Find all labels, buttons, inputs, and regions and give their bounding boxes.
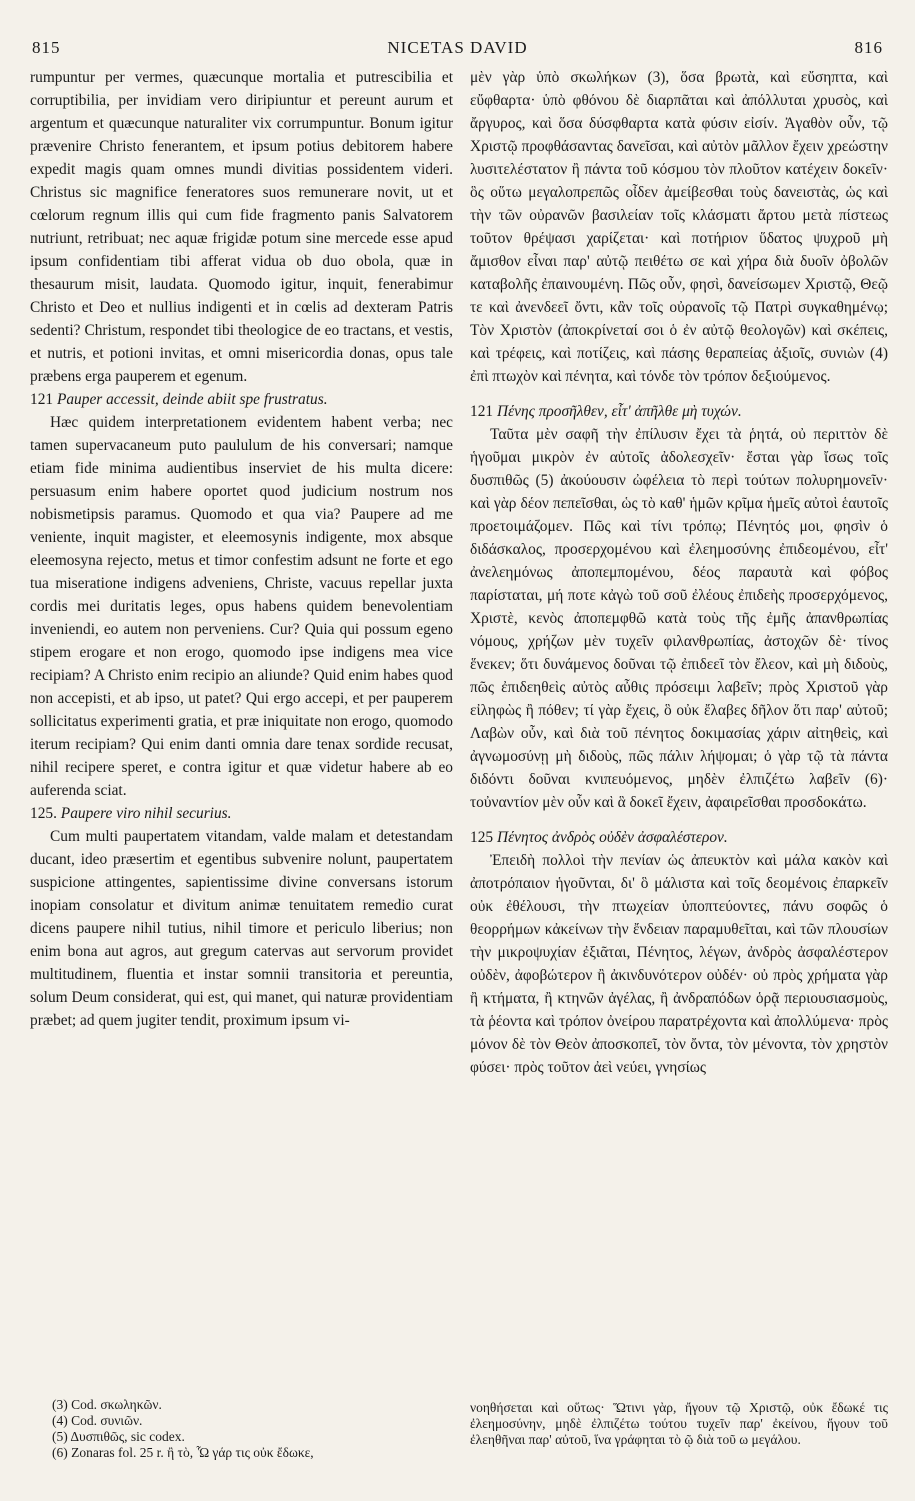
footnotes-left <box>52 1397 452 1461</box>
footnote-continued-right: νοηθήσεται καὶ οὕτως· Ὥτινι γὰρ, ἤγουν τῷ Χριστῷ, οὐκ ἔδωκέ τις ἐλεημοσύνην, μηδὲ ἐλπιζέτω τούτου τυχεῖν παρ' ἐκείνου, ἤγουν τοῦ ἐλεηθῆναι παρ' αὐτοῦ, ἵνα γράφηται τὸ ῷ διὰ τοῦ ω μεγάλου. <box>470 1400 888 1447</box>
page-number-left: 815 <box>32 38 61 57</box>
running-header <box>30 38 885 62</box>
footnote: (5) Δυσπιθῶς, sic codex. <box>52 1429 185 1444</box>
section-title: Pauper accessit, deinde abiit spe frustratus. <box>56 391 328 408</box>
section-number: 121 <box>30 391 54 408</box>
greek-section-heading-121 <box>470 400 888 423</box>
section-title: Paupere viro nihil securius. <box>60 805 232 822</box>
greek-paragraph-125: Ἐπειδὴ πολλοὶ τὴν πενίαν ὡς ἀπευκτὸν καὶ μάλα κακὸν καὶ ἀποτρόπαιον ἡγοῦνται, δι' ὃ μάλιστα καὶ τοῖς δεομένοις ἐπαρκεῖν οὐκ ἐθέλουσι, τὴν πτωχείαν ὑποπτεύοντες, πάνυ σοφῶς ὁ θεορρήμων κἀκείνων τὴν ἔνδειαν παραμυθεῖται, καὶ τῶν πλουσίων τὴν μικροψυχίαν ἐξιᾶται, Πένητος, λέγων, ἀνδρὸς ἀσφαλέστερον οὐδὲν, ἀφοβώτερον ἢ ἀκινδυνότερον οὐδέν· οὐ πρὸς χρήματα γὰρ ἢ κτήματα, ἢ κτηνῶν ἀγέλας, ἢ ἀνδραπόδων ὁρᾷ περιουσιασμοὺς, τὰ ῥέοντα καὶ τρόπον ὀνείρου παρατρέχοντα καὶ ἀπολλύμενα· πρὸς μόνον δὲ τὸν Θεὸν ἀποσκοπεῖ, τὸν ὄντα, τὸν μένοντα, τὸν χρηστὸν φύσει· πρὸς τοῦτον ἀεὶ νεύει, γνησίως <box>470 852 888 1076</box>
section-number: 125. <box>30 805 57 822</box>
footnote: (6) Zonaras fol. 25 r. ἢ τὸ, Ὧ γάρ τις οὐκ ἔδωκε, <box>52 1445 314 1460</box>
latin-section-heading-121 <box>30 388 453 411</box>
latin-paragraph-continued: rumpuntur per vermes, quæcunque mortalia et putrescibilia et corruptibilia, per invidiam vero diripiuntur et pereunt aurum et argentum et quæcunque naturaliter vix corrumpuntur. Bonum igitur prævenire Christo fenerantem, et ipsum potius debitorem habere expedit magis quam omnes mundi divitias possidentem videri. Christus sic magnifice feneratores suos remunerare novit, ut et cœlorum regnum illis qui cum fide fragmento panis Salvatorem nutriunt, retribuat; nec aquæ frigidæ potum sine mercede esse apud ipsum confidentiam tibi afferat vidua ob duo obola, quæ in thesaurum misit, laudata. Quomodo igitur, inquit, fenerabimur Christo et Deo et nullius indigenti et in cœlis ad dexteram Patris sedenti? Christum, respondet tibi theologice de eo tractans, et vestis, et nutris, et potioni invitas, et omni misericordia donas, opus tale præbens erga pauperem et egenum. <box>30 69 453 385</box>
greek-paragraph-121: Ταῦτα μὲν σαφῆ τὴν ἐπίλυσιν ἔχει τὰ ῥητά, οὐ περιττὸν δὲ ἡγοῦμαι μικρὸν ἐν αὐτοῖς ἀδολεσχεῖν· ἔσται γὰρ ἴσως τοῖς δυσπιθῶς (5) ἀκούουσιν ὠφέλεια τὸ περὶ τούτων πολυρημονεῖν· καὶ γὰρ δέον πεπεῖσθαι, ὡς τὸ καθ' ἡμῶν κρῖμα ἡμεῖς αὐτοὶ ἑαυτοῖς προετοιμάζομεν. Πῶς καὶ τίνι τρόπῳ; Πένητός μοι, φησὶν ὁ διδάσκαλος, προσερχομένου καὶ ἐλεημοσύνης ἐπιδεομένου, εἶτ' ἀνελεημόνως ἀποπεμπομένου, δέος παραυτὰ καὶ φόβος παρίσταται, μή ποτε κἀγὼ τοῦ σοῦ ἐλέους ἐπιδεὴς προσερχόμενος, Χριστὲ, κενὸς ἀποπεμφθῶ κατὰ τοὺς τῆς ἐμῆς ἀπανθρωπίας νόμους, χρήζων μὲν τυχεῖν φιλανθρωπίας, ἀστοχῶν δὲ· τίνος ἕνεκεν; ὅτι δυνάμενος δοῦναι τῷ ἐπιδεεῖ τὸν ἔλεον, καὶ μὴ διδοὺς, πῶς ἐπιδεηθεὶς αὐτὸς αὖθις πρόσειμι λαβεῖν; πρὸς Χριστοῦ γὰρ εἰληφὼς ἢ πόθεν; τί γὰρ ἔχεις, ὃ οὐκ ἔλαβες δῆλον ὅτι παρ' αὐτοῦ; Λαβὼν οὖν, καὶ διὰ τοῦ πένητος δοκιμασίας χάριν αἰτηθεὶς, καὶ ἀγνωμοσύνῃ μὴ διδοὺς, πῶς πάλιν λήψομαι; ὁ γὰρ τῷ τὰ πάντα διδόντι δοῦναι κνιπευόμενος, μηδὲν ἐλπιζέτω λαβεῖν (6)· τοὐναντίον μὲν οὖν καὶ ἃ δοκεῖ ἔχειν, ἀφαιρεῖσθαι προσδοκάτω. <box>470 426 888 811</box>
greek-column <box>470 66 888 1079</box>
greek-section-heading-125 <box>470 826 888 849</box>
greek-paragraph-continued: μὲν γὰρ ὑπὸ σκωλήκων (3), ὅσα βρωτὰ, καὶ εὔσηπτα, καὶ εὔφθαρτα· ὑπὸ φθόνου δὲ διαρπᾶται καὶ ἀπόλλυται χρυσὸς, καὶ ἄργυρος, καὶ ὅσα δύσφθαρτα κατὰ φύσιν εἰσίν. Ἀγαθὸν οὖν, τῷ Χριστῷ προφθάσαντας δανεῖσαι, καὶ αὐτὸν μᾶλλον ἔχειν χρεώστην λυσιτελέστατον ἢ πάντα τοῦ κόσμου τὸν πλοῦτον κατέχειν δοκεῖν· ὃς οὕτω μεγαλοπρεπῶς οἶδεν ἀμείβεσθαι τοὺς δανειστὰς, ὡς καὶ τὴν τῶν οὐρανῶν βασιλείαν τοῖς κλάσματι ἄρτου μετὰ πίστεως τοῦτον θρέψασι χαρίζεται· καὶ ποτήριον ὕδατος ψυχροῦ μὴ ἄμισθον εἶναι παρ' αὐτῷ πειθέτω σε καὶ χήρα διὰ δυοῖν ὀβολῶν καταβολῆς ἐπαινουμένη. Πῶς οὖν, φησὶ, δανείσωμεν Χριστῷ, Θεῷ τε καὶ ἀνενδεεῖ ὄντι, κἂν τοῖς οὐρανοῖς τῷ Πατρὶ συγκαθημένῳ; Τὸν Χριστὸν (ἀποκρίνεταί σοι ὁ ἐν αὐτῷ θεολογῶν) καὶ σκέπεις, καὶ τρέφεις, καὶ ποτίζεις, καὶ πάσης θεραπείας ἀξιοῖς, συνιὼν (4) ἐπὶ πτωχὸν καὶ πένητα, καὶ τόνδε τὸν τρόπον δεξιούμενος. <box>470 69 888 385</box>
footnote: (3) Cod. σκωληκῶν. <box>52 1397 162 1412</box>
latin-paragraph-125: Cum multi paupertatem vitandam, valde malam et detestandam ducant, ideo præsertim et egentibus subvenire nolunt, paupertatem suspicione attingentes, sapientissime divine conversans istorum inopiam consolatur et divitum animæ tenuitatem remedio curat dicens paupere nihil tutius, nihil timore et periculo liberius; non enim bona aut agros, aut gregum catervas aut servorum providet multitudinem, fluentia et instar somnii transitoria et pereuntia, solum Deum considerat, qui est, qui manet, qui naturæ providentiam præbet; ad quem jugiter tendit, proximum ipsum vi- <box>30 828 453 1029</box>
section-number: 121 <box>470 403 494 420</box>
section-title: Πένης προσῆλθεν, εἶτ' ἀπῆλθε μὴ τυχών. <box>496 403 742 420</box>
section-number: 125 <box>470 829 494 846</box>
latin-column <box>30 66 453 1032</box>
latin-paragraph-121: Hæc quidem interpretationem evidentem habent verba; nec tamen supervacaneum puto paululum de his conversari; namque etiam fide minima audientibus inserviet de his multa dicere: persuasum enim habere oportet quod judicium nostrum nos nobismetipsis paramus. Quomodo et qua via? Paupere ad me veniente, inquit magister, et eleemosynis indigente, mox absque eleemosyna rejecto, metus et timor confestim adsunt ne forte et ego tua miseratione indigens adveniens, Christe, vacuus repellar juxta cordis mei duritatis leges, opus habens quidem benevolentiam inveniendi, eo autem non perveniens. Cur? Quia qui possum egeno stipem erogare et non erogo, quomodo ipse indigens mea vice recipiam? A Christo enim recipio an aliunde? Quid enim habes quod non accepisti, et ab ipso, ut patet? Qui ergo accepi, et per pauperem sollicitatus experimenti gratia, et præ iniquitate non erogo, quomodo iterum recipiam? Qui enim danti omnia dare tenax sordide recusat, nihil recipere speret, e contra igitur et quæ videtur habere ab eo auferenda sciat. <box>30 414 453 799</box>
running-title: NICETAS DAVID <box>387 38 528 57</box>
footnote: (4) Cod. συνιῶν. <box>52 1413 143 1428</box>
page-number-right: 816 <box>854 38 883 57</box>
section-title: Πένητος ἀνδρὸς οὐδὲν ἀσφαλέστερον. <box>496 829 728 846</box>
latin-section-heading-125 <box>30 802 453 825</box>
